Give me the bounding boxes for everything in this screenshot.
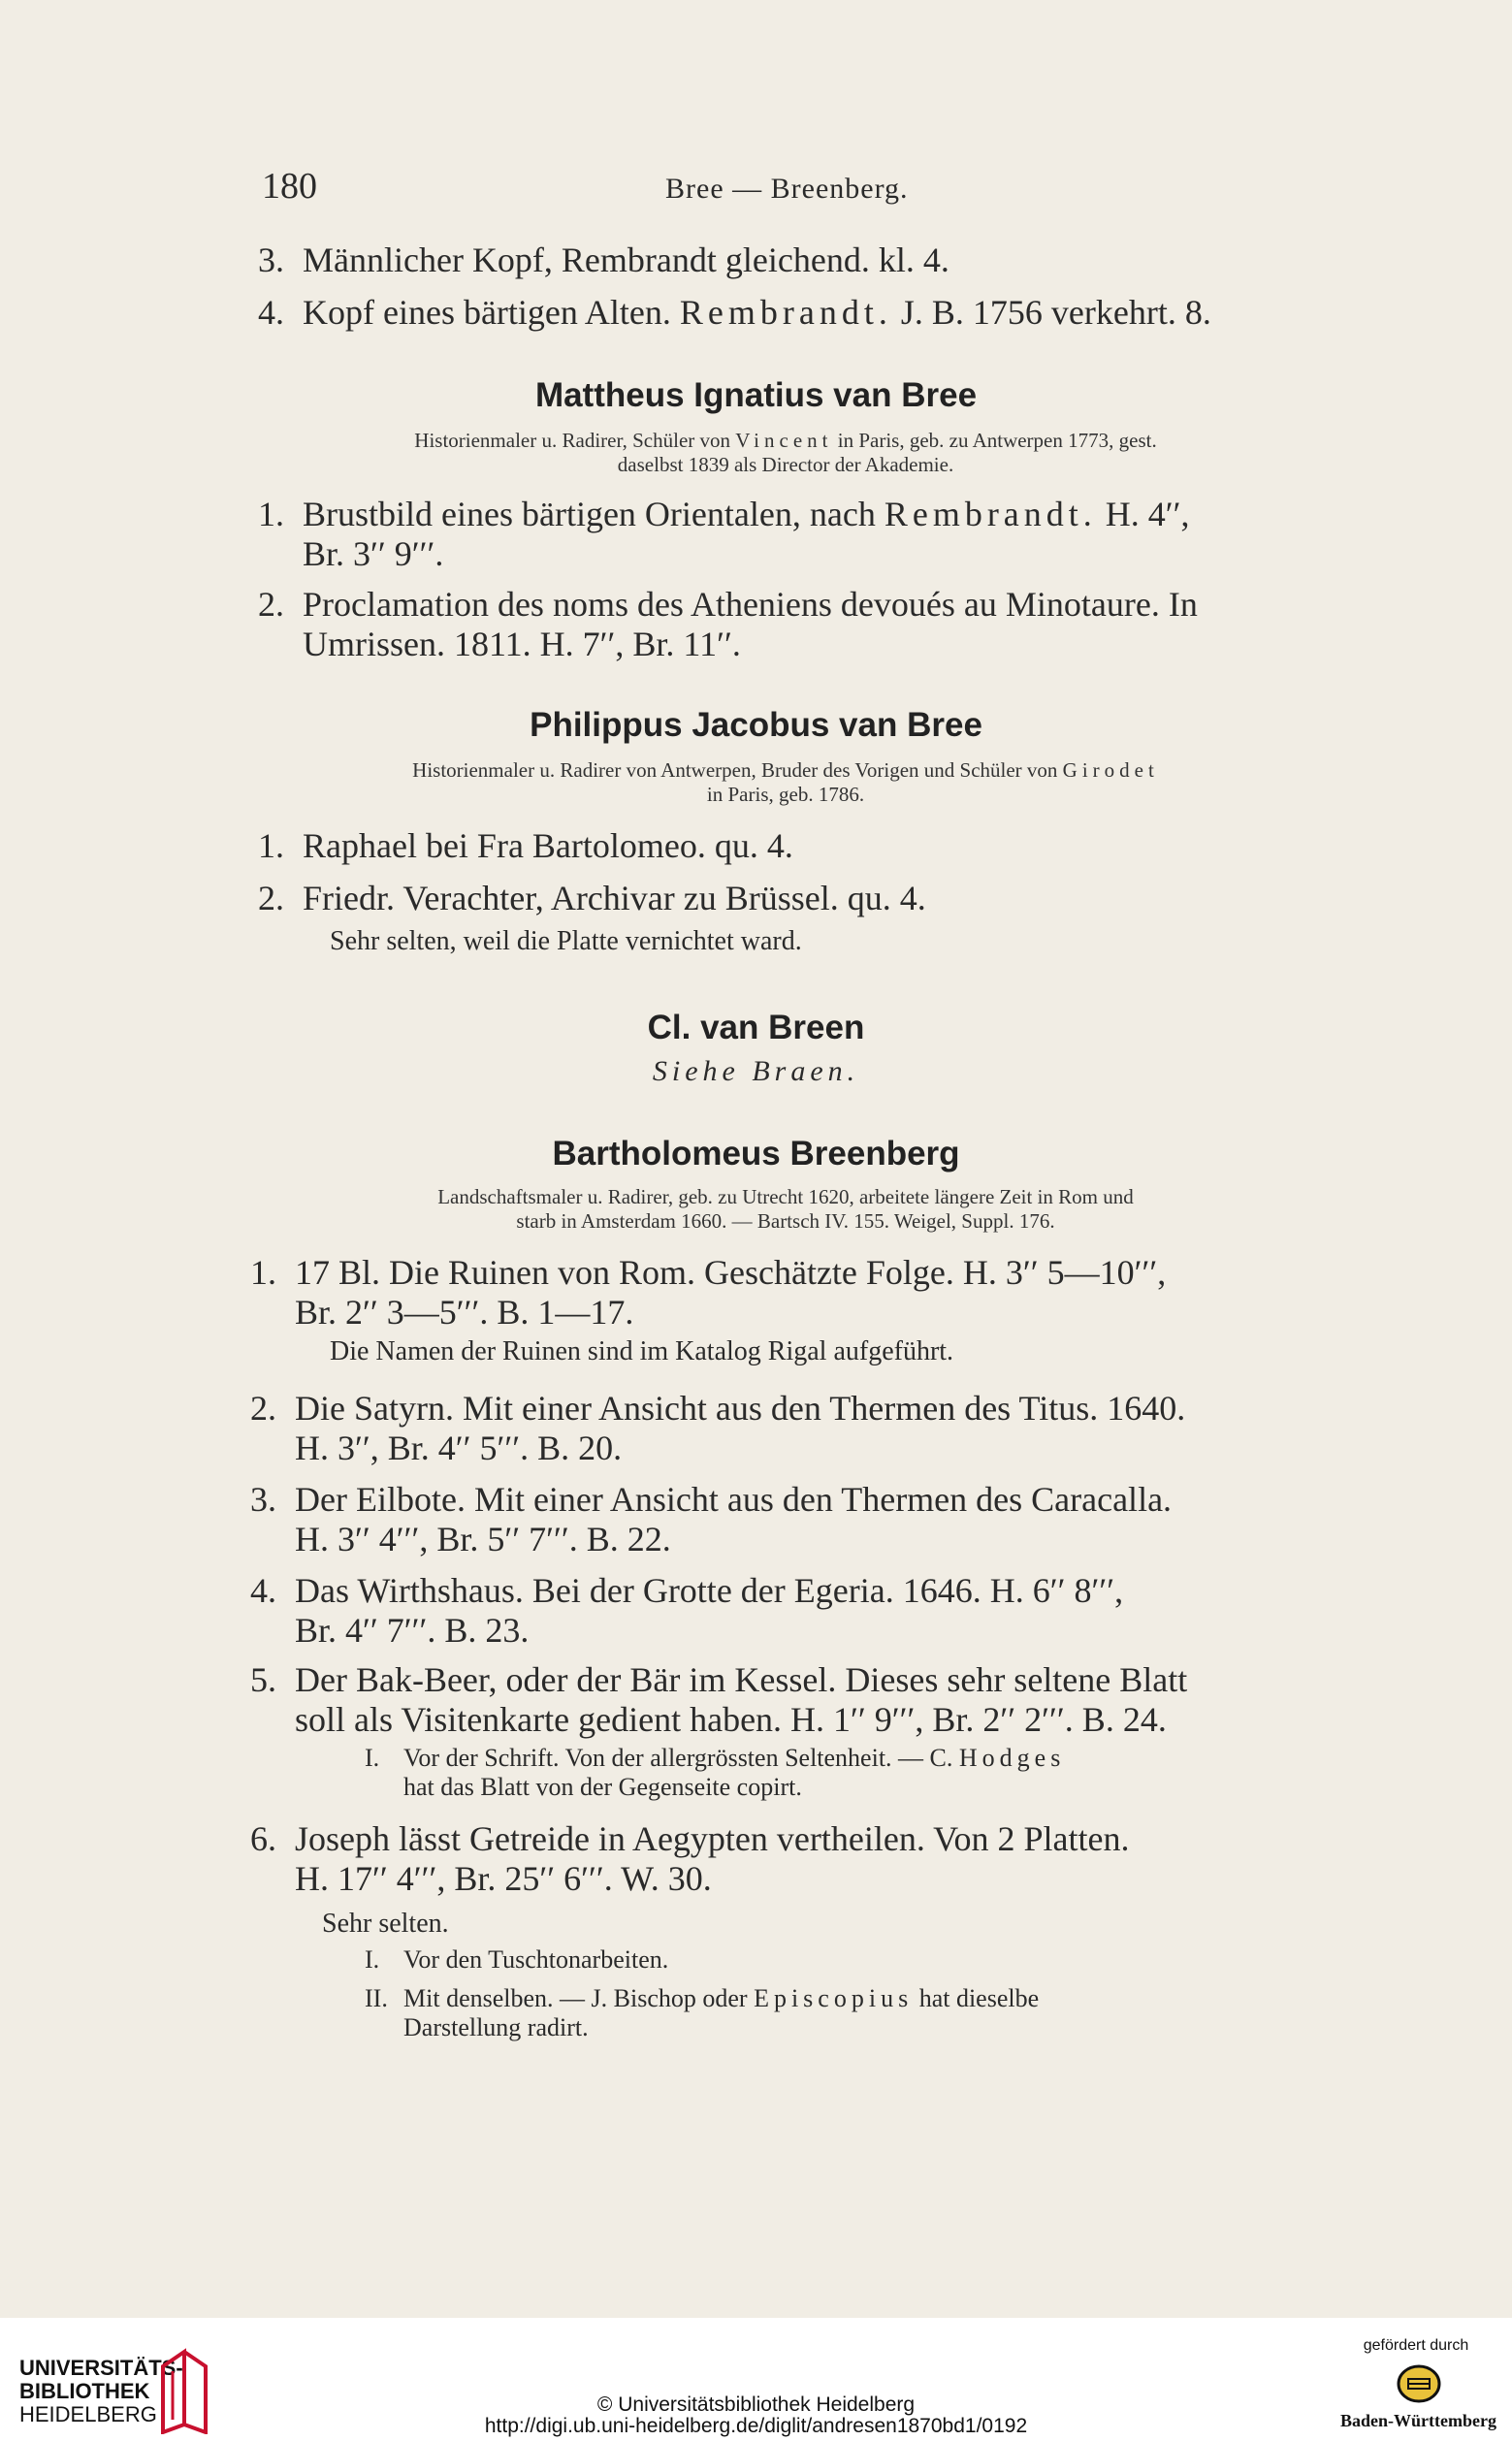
subnote-text: Vor den Tuschtonarbeiten.: [403, 1945, 669, 1974]
entry-number: 3.: [250, 1480, 276, 1519]
entry-number: 5.: [250, 1660, 276, 1699]
artist-name: Hodges: [958, 1744, 1066, 1772]
subnote-number: II.: [365, 1984, 388, 2012]
artist-bio: [291, 758, 1280, 807]
library-name-line: UNIVERSITÄTS-: [19, 2356, 183, 2380]
section-heading: Bartholomeus Breenberg: [552, 1135, 960, 1172]
cross-reference: Siehe Braen.: [652, 1055, 860, 1087]
list-item: [258, 293, 1331, 333]
entry-number: 2.: [258, 879, 284, 917]
source-url[interactable]: http://digi.ub.uni-heidelberg.de/diglit/andresen1870bd1/0192: [484, 2415, 1028, 2437]
copyright-notice: © Universitätsbibliothek Heidelberg: [596, 2393, 916, 2416]
entry-note: Sehr selten, weil die Platte vernichtet ward.: [330, 926, 802, 956]
entry-subnote: [365, 1744, 1325, 1802]
subnote-number: I.: [365, 1744, 380, 1772]
bio-text: in Paris, geb. zu Antwerpen 1773, gest.: [837, 429, 1157, 452]
subnote-text: hat dieselbe: [918, 1984, 1040, 2012]
entry-number: 1.: [250, 1253, 276, 1292]
entry-number: 2.: [258, 585, 284, 624]
entry-text: soll als Visitenkarte gedient haben. H. 1′′ 9′′′, Br. 2′′ 2′′′. B. 24.: [295, 1700, 1167, 1739]
entry-note: Sehr selten.: [322, 1909, 449, 1939]
list-item: [250, 1480, 1331, 1559]
list-item: [258, 495, 1331, 574]
list-item: [258, 585, 1331, 664]
teacher-name: Vincent: [735, 429, 833, 452]
footer: [0, 2318, 1512, 2441]
subnote-text: Darstellung radirt.: [403, 2013, 589, 2041]
entry-text: 17 Bl. Die Ruinen von Rom. Geschätzte Folge. H. 3′′ 5—10′′′,: [295, 1253, 1167, 1292]
entry-number: 1.: [258, 826, 284, 865]
section-heading: Philippus Jacobus van Bree: [530, 706, 982, 744]
entry-number: 6.: [250, 1819, 276, 1858]
entry-number: 4.: [250, 1571, 276, 1610]
entry-text: Raphael bei Fra Bartolomeo. qu. 4.: [303, 826, 793, 865]
entry-number: 3.: [258, 241, 284, 279]
entry-text: Proclamation des noms des Atheniens devoués au Minotaure. In: [303, 585, 1198, 624]
entry-number: 1.: [258, 495, 284, 533]
state-seal-icon: [1397, 2361, 1441, 2406]
entry-text: Umrissen. 1811. H. 7′′, Br. 11′′.: [303, 625, 741, 663]
entry-text: Die Satyrn. Mit einer Ansicht aus den Thermen des Titus. 1640.: [295, 1389, 1186, 1428]
subnote-text: hat das Blatt von der Gegenseite copirt.: [403, 1773, 802, 1801]
subnote-text: Mit denselben. — J. Bischop oder: [403, 1984, 748, 2012]
entry-subnote: [365, 1945, 1325, 1975]
subnote-text: Vor der Schrift. Von der allergrössten Seltenheit. — C.: [403, 1744, 953, 1772]
entry-text: J. B. 1756 verkehrt. 8.: [900, 293, 1211, 332]
bio-text: Historienmaler u. Radirer von Antwerpen, Bruder des Vorigen und Schüler von: [412, 758, 1058, 782]
entry-text: Kopf eines bärtigen Alten.: [303, 293, 671, 332]
entry-text: H. 3′′, Br. 4′′ 5′′′. B. 20.: [295, 1429, 623, 1467]
list-item: [250, 1389, 1331, 1468]
artist-name: Episcopius: [754, 1984, 914, 2012]
bio-text: daselbst 1839 als Director der Akademie.: [617, 453, 954, 476]
entry-text: H. 17′′ 4′′′, Br. 25′′ 6′′′. W. 30.: [295, 1859, 712, 1898]
entry-text: H. 3′′ 4′′′, Br. 5′′ 7′′′. B. 22.: [295, 1520, 671, 1558]
list-item: [258, 879, 1331, 918]
list-item: [258, 826, 1331, 866]
bio-text: Landschaftsmaler u. Radirer, geb. zu Utrecht 1620, arbeitete längere Zeit in Rom und: [437, 1185, 1134, 1208]
page-number: 180: [262, 166, 317, 207]
entry-text: Joseph lässt Getreide in Aegypten vertheilen. Von 2 Platten.: [295, 1819, 1130, 1858]
entry-text: Brustbild eines bärtigen Orientalen, nach: [303, 495, 876, 533]
entry-text: Friedr. Verachter, Archivar zu Brüssel. qu. 4.: [303, 879, 926, 917]
entry-text: Männlicher Kopf, Rembrandt gleichend. kl. 4.: [303, 241, 949, 279]
running-title: Bree — Breenberg.: [665, 173, 909, 205]
entry-text: Br. 2′′ 3—5′′′. B. 1—17.: [295, 1293, 634, 1332]
entry-text: Br. 3′′ 9′′′.: [303, 534, 444, 573]
entry-number: 4.: [258, 293, 284, 332]
entry-text: Der Eilbote. Mit einer Ansicht aus den Thermen des Caracalla.: [295, 1480, 1173, 1519]
entry-text: Br. 4′′ 7′′′. B. 23.: [295, 1611, 530, 1650]
bio-text: Historienmaler u. Radirer, Schüler von: [414, 429, 731, 452]
entry-note: Die Namen der Ruinen sind im Katalog Rigal aufgeführt.: [330, 1336, 954, 1366]
section-heading: Cl. van Breen: [647, 1009, 865, 1046]
library-name-line: BIBLIOTHEK: [19, 2379, 150, 2403]
entry-subnote: [365, 1984, 1325, 2042]
list-item: [250, 1571, 1331, 1651]
artist-bio: [291, 1185, 1280, 1234]
entry-text: Der Bak-Beer, oder der Bär im Kessel. Dieses sehr seltene Blatt: [295, 1660, 1188, 1699]
section-heading: Mattheus Ignatius van Bree: [534, 376, 978, 414]
sponsor-label: gefördert durch: [1363, 2337, 1469, 2354]
bio-text: in Paris, geb. 1786.: [706, 783, 865, 806]
entry-number: 2.: [250, 1389, 276, 1428]
artist-bio: [291, 429, 1280, 477]
entry-text: Das Wirthshaus. Bei der Grotte der Egeria. 1646. H. 6′′ 8′′′,: [295, 1571, 1124, 1610]
artist-name: Rembrandt.: [884, 495, 1097, 533]
library-name-line: HEIDELBERG: [19, 2402, 157, 2426]
list-item: [258, 241, 1331, 280]
list-item: [250, 1819, 1331, 1899]
bio-text: starb in Amsterdam 1660. — Bartsch IV. 155. Weigel, Suppl. 176.: [516, 1209, 1055, 1233]
list-item: [250, 1253, 1331, 1333]
artist-name: Rembrandt.: [679, 293, 892, 332]
entry-text: H. 4′′,: [1105, 495, 1190, 533]
teacher-name: Girodet: [1062, 758, 1159, 782]
subnote-number: I.: [365, 1945, 380, 1974]
list-item: [250, 1660, 1331, 1740]
sponsor-name: Baden-Württemberg: [1340, 2411, 1496, 2430]
